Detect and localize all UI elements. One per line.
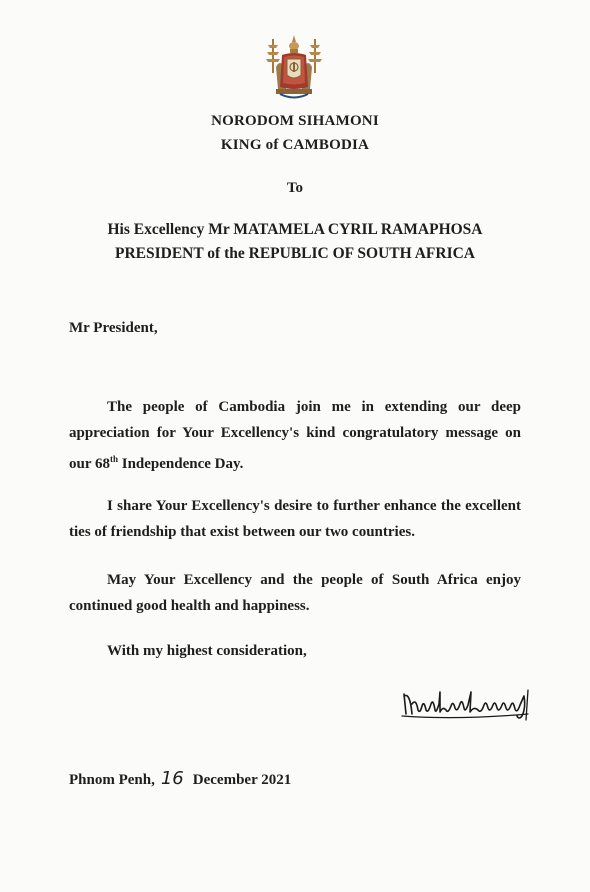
paragraph-1-text: The people of Cambodia join me in extending our deep appreciation for Your Excellency's kind congratulatory message on our 68 bbox=[69, 399, 521, 472]
paragraph-1-end: Independence Day. bbox=[118, 456, 244, 472]
sender-title: KING of CAMBODIA bbox=[220, 137, 370, 153]
handwritten-day: 16 bbox=[160, 768, 184, 789]
salutation: Mr President, bbox=[69, 320, 158, 336]
paragraph-2: I share Your Excellency's desire to further enhance the excellent ties of friendship that exist between our two countries. bbox=[69, 498, 521, 540]
paragraph-1 bbox=[69, 394, 521, 477]
recipient-title: PRESIDENT of the REPUBLIC OF SOUTH AFRICA bbox=[115, 245, 475, 262]
place-name: Phnom Penh, bbox=[69, 772, 155, 788]
month-year: December 2021 bbox=[192, 772, 292, 788]
date-line bbox=[69, 768, 291, 789]
closing-line: With my highest consideration, bbox=[107, 643, 307, 659]
paragraph-3: May Your Excellency and the people of South Africa enjoy continued good health and happiness. bbox=[69, 572, 521, 614]
sender-name: NORODOM SIHAMONI bbox=[211, 113, 379, 129]
ordinal-suffix: th bbox=[109, 454, 118, 464]
to-label: To bbox=[286, 180, 304, 196]
royal-arms-of-cambodia-icon bbox=[262, 33, 326, 103]
recipient-name: His Excellency Mr MATAMELA CYRIL RAMAPHOSA bbox=[107, 221, 483, 238]
handwritten-signature bbox=[398, 686, 538, 722]
